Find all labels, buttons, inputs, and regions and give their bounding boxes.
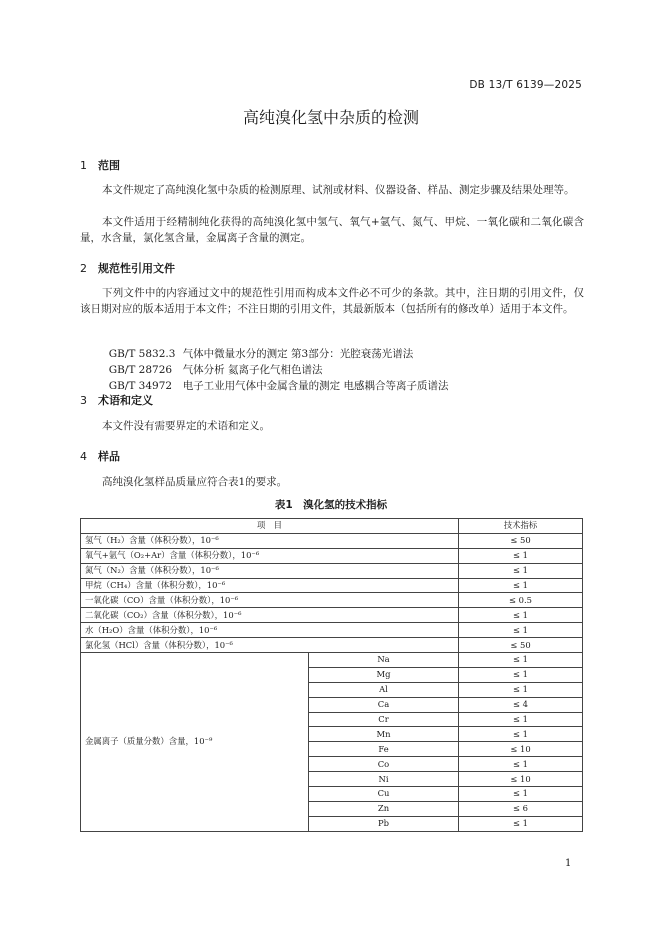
reference-item [102, 366, 449, 393]
reference-name: 气体中微量水分的测定 第3部分：光腔衰荡光谱法 [182, 348, 414, 360]
section-title: 术语和定义 [98, 394, 153, 407]
item-cell: 甲烷（CH₄）含量（体积分数），10⁻⁶ [81, 578, 459, 593]
sample-paragraph: 高纯溴化氢样品质量应符合表1的要求。 [102, 476, 288, 488]
element-cell: Ca [309, 697, 459, 712]
section-number: 3 [80, 394, 87, 407]
element-cell: Co [309, 757, 459, 772]
element-cell: Fe [309, 742, 459, 757]
table-row [81, 638, 583, 653]
element-cell: Pb [309, 816, 459, 831]
scope-paragraph-1: 本文件规定了高纯溴化氢中杂质的检测原理、试剂或材料、仪器设备、样品、测定步骤及结果处理等。 [102, 184, 575, 196]
section-title: 样品 [98, 450, 120, 463]
element-cell: Ni [309, 772, 459, 787]
reference-code: GB/T 28726 [108, 364, 173, 376]
table-row [81, 548, 583, 563]
section-title: 范围 [98, 159, 120, 172]
spec-cell: ≤ 1 [459, 667, 583, 682]
spec-cell: ≤ 10 [459, 742, 583, 757]
element-cell: Al [309, 682, 459, 697]
document-title: 高纯溴化氢中杂质的检测 [242, 108, 419, 127]
spec-cell: ≤ 1 [459, 816, 583, 831]
terms-paragraph: 本文件没有需要界定的术语和定义。 [102, 420, 270, 432]
table-row [81, 533, 583, 548]
element-cell: Na [309, 653, 459, 668]
spec-cell: ≤ 1 [459, 712, 583, 727]
table-caption: 表1 溴化氢的技术指标 [274, 499, 388, 511]
table-row [81, 608, 583, 623]
spec-cell: ≤ 1 [459, 548, 583, 563]
element-cell: Cu [309, 787, 459, 802]
item-cell: 二氧化碳（CO₂）含量（体积分数），10⁻⁶ [81, 608, 459, 623]
section-number: 2 [80, 262, 87, 275]
references-paragraph: 下列文件中的内容通过文中的规范性引用而构成本文件必不可少的条款。其中，注日期的引用文件，仅该日期对应的版本适用于本文件；不注日期的引用文件，其最新版本（包括所有的修改单）适用于本文件。 [80, 287, 584, 315]
section-heading-references [80, 260, 175, 276]
spec-cell: ≤ 10 [459, 772, 583, 787]
header-item-cell: 项 目 [81, 519, 459, 534]
item-cell: 水（H₂O）含量（体积分数），10⁻⁶ [81, 623, 459, 638]
section-number: 1 [80, 159, 87, 172]
item-cell: 氢气（H₂）含量（体积分数），10⁻⁶ [81, 533, 459, 548]
spec-cell: ≤ 50 [459, 638, 583, 653]
header-spec-cell: 技术指标 [459, 519, 583, 534]
reference-code: GB/T 5832.3 [108, 348, 176, 360]
metal-label-cell: 金属离子（质量分数）含量，10⁻⁹ [81, 653, 309, 832]
spec-cell: ≤ 1 [459, 563, 583, 578]
element-cell: Mg [309, 667, 459, 682]
spec-cell: ≤ 1 [459, 682, 583, 697]
spec-cell: ≤ 1 [459, 578, 583, 593]
scope-paragraph-2: 本文件适用于经精制纯化获得的高纯溴化氢中氢气、氧气+氩气、氮气、甲烷、一氧化碳和二氧化碳含量，水含量，氯化氢含量，金属离子含量的测定。 [80, 216, 584, 244]
item-cell: 氮气（N₂）含量（体积分数），10⁻⁶ [81, 563, 459, 578]
table-row [81, 563, 583, 578]
item-cell: 氧气+氩气（O₂+Ar）含量（体积分数），10⁻⁶ [81, 548, 459, 563]
element-cell: Mn [309, 727, 459, 742]
section-heading-scope [80, 157, 120, 173]
spec-cell: ≤ 1 [459, 727, 583, 742]
document-code: DB 13/T 6139—2025 [469, 79, 582, 91]
page-number: 1 [565, 858, 572, 869]
table-row [81, 578, 583, 593]
element-cell: Cr [309, 712, 459, 727]
spec-cell: ≤ 1 [459, 787, 583, 802]
table-row [81, 623, 583, 638]
spec-cell: ≤ 1 [459, 608, 583, 623]
spec-cell: ≤ 1 [459, 623, 583, 638]
element-cell: Zn [309, 801, 459, 816]
section-number: 4 [80, 450, 87, 463]
reference-name: 电子工业用气体中金属含量的测定 电感耦合等离子质谱法 [182, 380, 449, 392]
item-cell: 一氧化碳（CO）含量（体积分数），10⁻⁶ [81, 593, 459, 608]
spec-table [80, 518, 583, 832]
reference-name: 气体分析 氦离子化气相色谱法 [182, 364, 323, 376]
section-heading-sample [80, 448, 120, 464]
metal-row [81, 653, 583, 668]
table-header-row [81, 519, 583, 534]
spec-cell: ≤ 1 [459, 757, 583, 772]
table-row [81, 593, 583, 608]
section-title: 规范性引用文件 [98, 262, 175, 275]
section-heading-terms [80, 392, 153, 408]
spec-cell: ≤ 6 [459, 801, 583, 816]
reference-code: GB/T 34972 [108, 380, 173, 392]
item-cell: 氯化氢（HCl）含量（体积分数），10⁻⁶ [81, 638, 459, 653]
spec-cell: ≤ 50 [459, 533, 583, 548]
spec-cell: ≤ 4 [459, 697, 583, 712]
spec-cell: ≤ 0.5 [459, 593, 583, 608]
spec-cell: ≤ 1 [459, 653, 583, 668]
